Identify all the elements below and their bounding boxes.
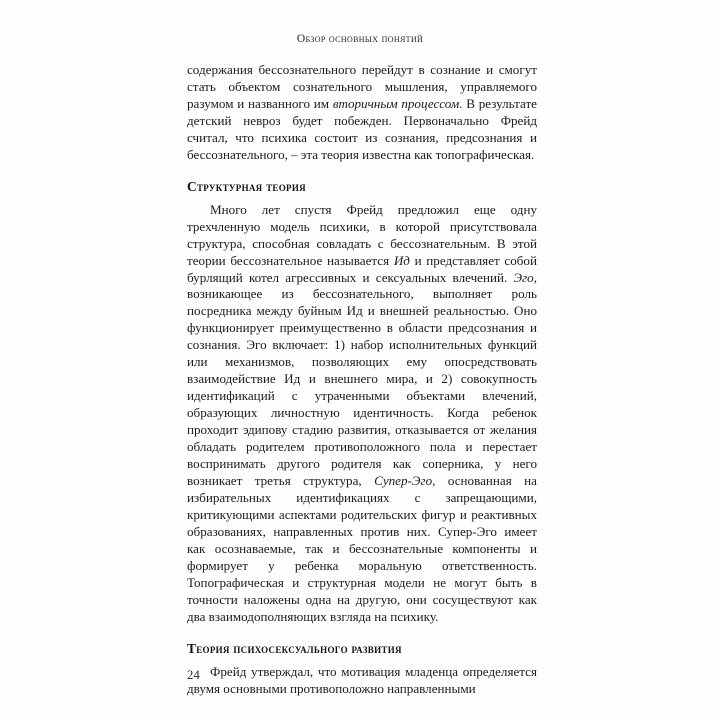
section-heading-structural-theory: Структурная теория [187, 178, 306, 194]
spacer [187, 626, 537, 640]
paragraph-structural-theory [187, 202, 537, 626]
spacer [187, 195, 537, 202]
paragraph-continuation [187, 62, 537, 164]
paragraph-3-part-1: Фрейд утверждал, что мотивация младенца определяется двумя основными противоположно направленными [187, 663, 537, 696]
running-header: Обзор основных понятий [296, 33, 424, 45]
paragraph-1-part-1: содержания бессознательного перейдут в сознание и смогут стать объектом сознательного мышления, управляемого разумом и названного им [187, 62, 537, 111]
section-heading-psychosexual-development: Теория психосексуального развития [187, 640, 402, 656]
paragraph-1-part-2: . В результате детский невроз будет побежден. Первоначально Фрейд считал, что психика состоит из сознания, предсознания и бессознательного, – эта теория известна как топографическая. [187, 95, 537, 162]
text-column [187, 62, 537, 697]
paragraph-psychosexual-development [187, 664, 537, 698]
paragraph-2-part-1: Много лет спустя Фрейд предложил еще одну трехчленную модель психики, в которой присутствовала структура, способная совладать с бессознательным. В этой теории бессознательное называется [187, 201, 537, 268]
term-ego: Эго [513, 269, 534, 285]
spacer [187, 657, 537, 664]
term-super-ego: Супер-Эго [374, 472, 433, 488]
term-vtorichnym-protsessom: вторичным процессом [332, 95, 460, 111]
paragraph-2-part-2: и представляет собой бурлящий котел агрессивных и сексуальных влечений. [187, 252, 537, 285]
term-id: Ид [393, 252, 410, 268]
spacer [187, 164, 537, 178]
paragraph-2-part-3: , возникающее из бессознательного, выполняет роль посредника между буйным Ид и внешней реальностью. Оно функционирует преимущественно в области предсознания и сознания. Эго включает: 1) набор исполнительных функций или механизмов, позволяющих ему опосредствовать взаимодействие Ид и внешнего мира, и 2) совокупность идентификаций с утраченными объектами влечений, образующих личностную идентичность. Когда ребенок проходит эдипову стадию развития, отказывается от желания обладать родителем противоположного пола и перестает воспринимать другого родителя как соперника, у него возникает третья структура, [187, 269, 537, 488]
paragraph-2-part-4: , основанная на избирательных идентификациях с запрещающими, критикующими аспектами родительских фигур и реактивных образованиях, направленных против них. Супер-Эго имеет как осознаваемые, так и бессознательные компоненты и формирует у ребенка моральную ответственность. Топографическая и структурная модели не могут быть в точности наложены одна на другую, они сосуществуют как два взаимодополняющих взгляда на психику. [187, 472, 537, 624]
page-number: 24 [187, 668, 200, 682]
